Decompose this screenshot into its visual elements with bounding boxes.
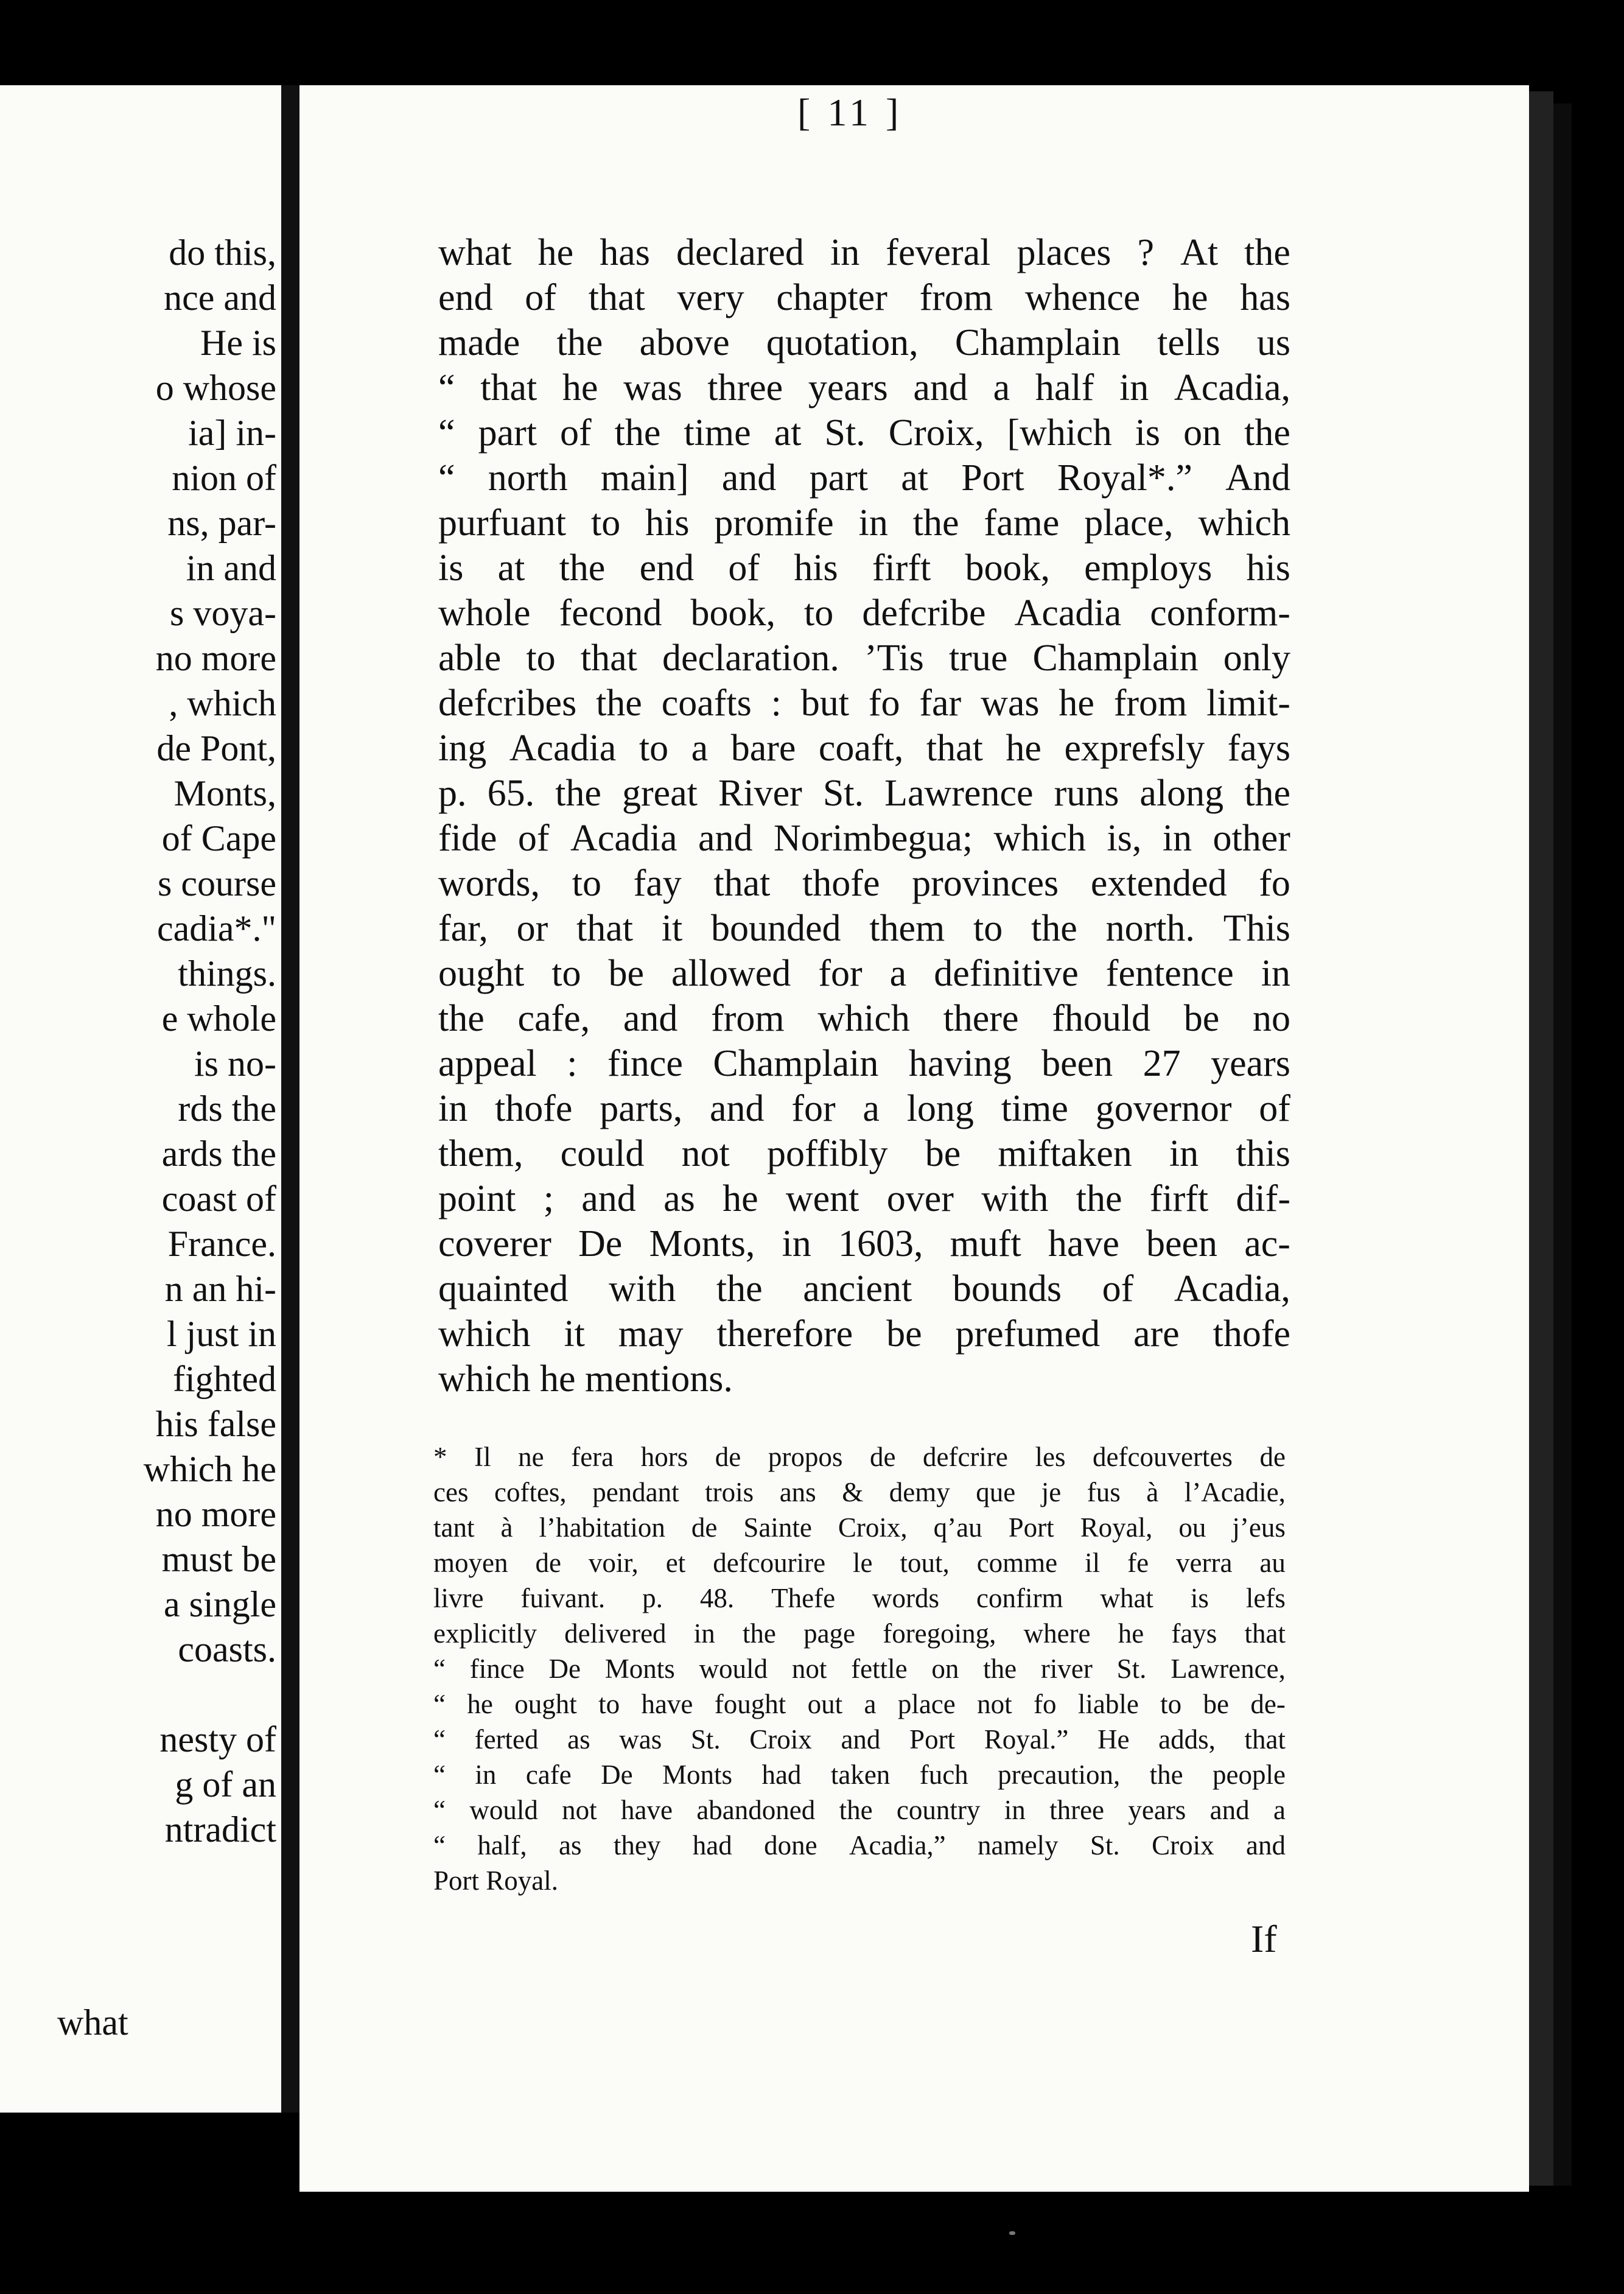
left-page-line: s course bbox=[158, 863, 276, 903]
left-page-line: ns, par- bbox=[167, 503, 276, 543]
left-page-line: s voya- bbox=[170, 593, 276, 633]
left-page-line: fighted bbox=[173, 1359, 276, 1399]
left-page-line: must be bbox=[161, 1539, 276, 1579]
paper-speck bbox=[1009, 2231, 1015, 2235]
footnote-line: ces coftes, pendant trois ans & demy que je fus à l’Acadie, bbox=[433, 1477, 1286, 1507]
left-page-line: in and bbox=[186, 548, 276, 588]
main-text-line: quainted with the ancient bounds of Acadia, bbox=[438, 1268, 1290, 1310]
main-text-line: whole fecond book, to defcribe Acadia conform- bbox=[438, 592, 1290, 634]
main-text-line: defcribes the coafts : but fo far was he from limit- bbox=[438, 682, 1290, 724]
left-catchword: what bbox=[57, 2002, 128, 2043]
left-page-line: de Pont, bbox=[156, 728, 276, 768]
right-catchword: If bbox=[1251, 1917, 1277, 1960]
main-text-line: fide of Acadia and Norimbegua; which is, in other bbox=[438, 818, 1290, 859]
page-number-header: [ 11 ] bbox=[797, 91, 903, 134]
main-text-line: end of that very chapter from whence he has bbox=[438, 277, 1290, 318]
main-text-line: p. 65. the great River St. Lawrence runs along the bbox=[438, 773, 1290, 814]
left-page-line: nesty of bbox=[159, 1719, 276, 1759]
left-page-line: He is bbox=[200, 323, 276, 363]
left-page bbox=[0, 85, 281, 2113]
left-page-line: things. bbox=[178, 953, 276, 994]
left-page-line: nce and bbox=[164, 278, 276, 318]
left-page-line: which he bbox=[143, 1449, 276, 1489]
left-page-line: no more bbox=[155, 638, 276, 678]
footnote-line: “ in cafe De Monts had taken fuch precaution, the people bbox=[433, 1759, 1286, 1790]
main-text-line: which he mentions. bbox=[438, 1358, 733, 1400]
main-text-line: what he has declared in feveral places ? At the bbox=[438, 232, 1290, 273]
main-text-line: “ part of the time at St. Croix, [which is on the bbox=[438, 412, 1290, 454]
footnote-line: explicitly delivered in the page foregoing, where he fays that bbox=[433, 1618, 1286, 1649]
left-page-line: n an hi- bbox=[164, 1269, 276, 1309]
left-page-line: ia] in- bbox=[188, 413, 276, 453]
left-page-line: no more bbox=[155, 1494, 276, 1534]
footnote-line: “ he ought to have fought out a place not fo liable to be de- bbox=[433, 1689, 1286, 1719]
left-page-line: a single bbox=[164, 1584, 276, 1624]
left-page-line: , which bbox=[169, 683, 276, 723]
main-text-line: “ north main] and part at Port Royal*.” And bbox=[438, 457, 1290, 499]
left-page-line: his false bbox=[155, 1404, 276, 1444]
main-text-block bbox=[438, 230, 1290, 1401]
footnote-line: tant à l’habitation de Sainte Croix, q’au Port Royal, ou j’eus bbox=[433, 1512, 1286, 1543]
main-text-line: coverer De Monts, in 1603, muft have been ac- bbox=[438, 1223, 1290, 1265]
footnote-block bbox=[433, 1439, 1286, 1898]
main-text-line: the cafe, and from which there fhould be no bbox=[438, 998, 1290, 1039]
footnote-line: moyen de voir, et defcourire le tout, comme il fe verra au bbox=[433, 1548, 1286, 1578]
main-text-line: purfuant to his promife in the fame place, which bbox=[438, 502, 1290, 544]
left-page-line: rds the bbox=[178, 1089, 276, 1129]
main-text-line: made the above quotation, Champlain tells us bbox=[438, 322, 1290, 363]
main-text-line: point ; and as he went over with the firft dif- bbox=[438, 1178, 1290, 1219]
left-page-line: cadia*." bbox=[156, 908, 276, 949]
main-text-line: far, or that it bounded them to the north. This bbox=[438, 908, 1290, 949]
left-page-line: ntradict bbox=[164, 1809, 276, 1850]
left-page-line: of Cape bbox=[161, 818, 276, 858]
left-page-line: do this, bbox=[169, 233, 276, 273]
footnote-line: livre fuivant. p. 48. Thefe words confirm what is lefs bbox=[433, 1583, 1286, 1613]
footnote-line: “ half, as they had done Acadia,” namely St. Croix and bbox=[433, 1830, 1286, 1861]
main-text-line: ought to be allowed for a definitive fentence in bbox=[438, 953, 1290, 994]
main-text-line: is at the end of his firft book, employs his bbox=[438, 547, 1290, 589]
book-gutter bbox=[281, 85, 299, 2113]
main-text-line: ing Acadia to a bare coaft, that he exprefsly fays bbox=[438, 728, 1290, 769]
left-page-line: ards the bbox=[161, 1134, 276, 1174]
footnote-line: * Il ne fera hors de propos de defcrire les defcouvertes de bbox=[433, 1442, 1286, 1472]
left-page-line: France. bbox=[167, 1224, 276, 1264]
left-page-line: g of an bbox=[175, 1764, 276, 1805]
footnote-line: “ ferted as was St. Croix and Port Royal.” He adds, that bbox=[433, 1724, 1286, 1755]
left-page-line: coast of bbox=[161, 1179, 276, 1219]
left-page-line: coasts. bbox=[178, 1629, 276, 1669]
main-text-line: in thofe parts, and for a long time governor of bbox=[438, 1088, 1290, 1129]
left-page-line: nion of bbox=[172, 458, 276, 498]
main-text-line: them, could not poffibly be miftaken in this bbox=[438, 1133, 1290, 1174]
book-cover-edge bbox=[1553, 103, 1572, 2186]
main-text-line: able to that declaration. ’Tis true Champlain only bbox=[438, 637, 1290, 679]
main-text-line: appeal : fince Champlain having been 27 years bbox=[438, 1043, 1290, 1084]
footnote-line: “ would not have abandoned the country in three years and a bbox=[433, 1795, 1286, 1825]
main-text-line: words, to fay that thofe provinces extended fo bbox=[438, 863, 1290, 904]
left-page-line: o whose bbox=[155, 368, 276, 408]
footnote-line: “ fince De Monts would not fettle on the river St. Lawrence, bbox=[433, 1654, 1286, 1684]
main-text-line: which it may therefore be prefumed are thofe bbox=[438, 1313, 1290, 1355]
left-page-line: Monts, bbox=[173, 773, 276, 813]
footnote-line: Port Royal. bbox=[433, 1865, 559, 1896]
page-edge bbox=[1529, 91, 1553, 2186]
main-text-line: “ that he was three years and a half in Acadia, bbox=[438, 367, 1290, 409]
left-page-line: e whole bbox=[161, 998, 276, 1039]
left-page-line: l just in bbox=[166, 1314, 276, 1354]
left-page-line: is no- bbox=[194, 1044, 276, 1084]
